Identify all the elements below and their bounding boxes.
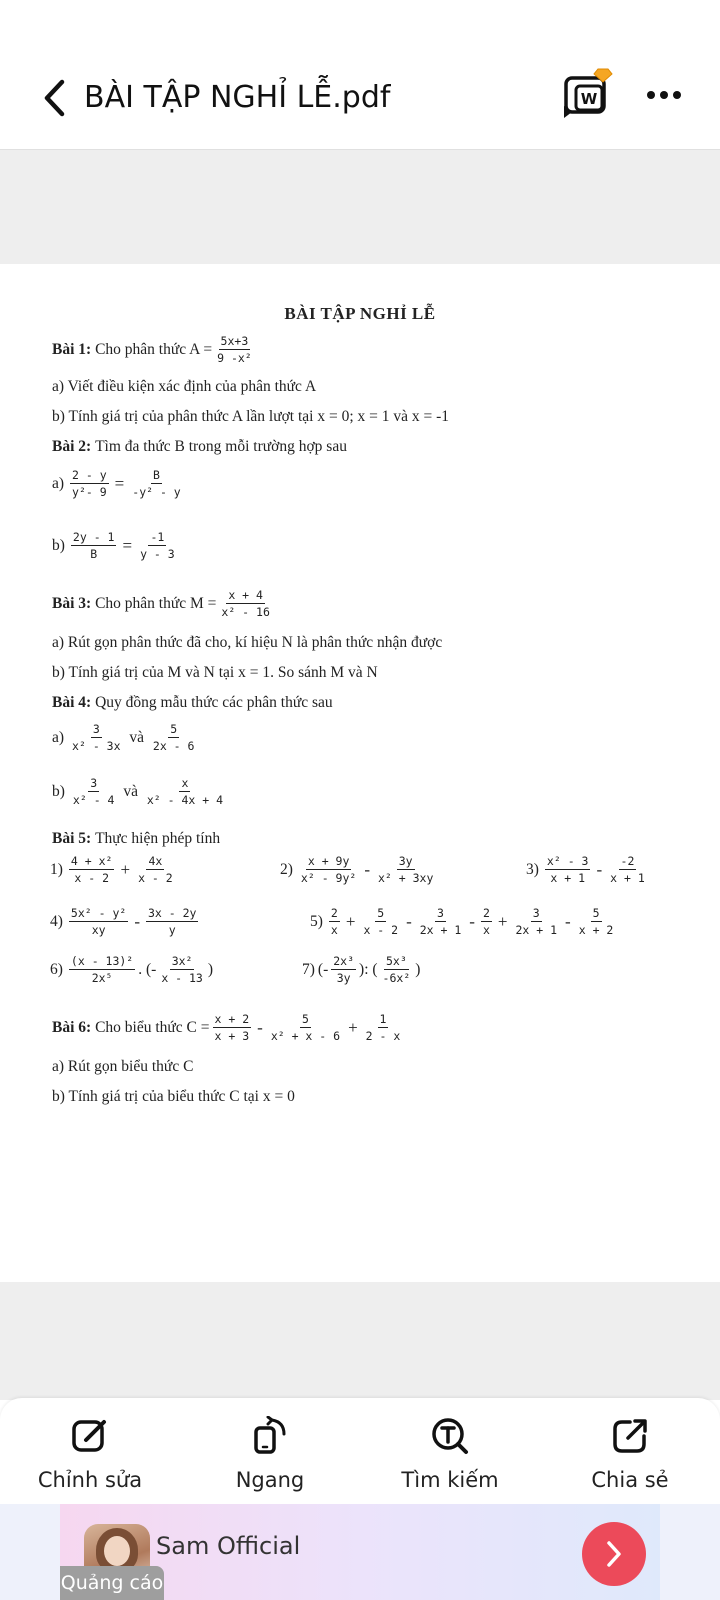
pdf-page[interactable]: [0, 264, 720, 1282]
exercise-4-header: Bài 4: Quy đồng mẫu thức các phân thức sau: [52, 694, 333, 711]
chevron-left-icon: [42, 79, 66, 117]
more-horizontal-icon: [646, 90, 682, 100]
exercise-3-a: a) Rút gọn phân thức đã cho, kí hiệu N là phân thức nhận được: [52, 634, 443, 651]
exercise-2-b: b) $\frac{2y - 1}{B}$ = $\frac{-1}{y - 3}$: [52, 530, 175, 561]
text-search-icon: [430, 1416, 470, 1456]
exercise-5-item-1: 1) $\frac{\text{4 + x²}}{x - 2}$ + $\frac{4x}{x - 2}$: [50, 854, 173, 885]
doc-heading: BÀI TẬP NGHỈ LỄ: [284, 304, 436, 323]
rotate-icon: [250, 1416, 290, 1456]
exercise-3-header: Bài 3: Cho phân thức M = $\frac{x + 4}{\text{x² - 16}}$: [52, 588, 270, 619]
convert-to-word-button[interactable]: [564, 66, 614, 120]
share-icon: [610, 1416, 650, 1456]
exercise-4-a: a) $\frac{3}{\text{x² - 3x}}$ và $\frac{5}{2x - 6}$: [52, 722, 195, 753]
fraction: $\frac{5x+3}{\text{9 -x²}}$: [217, 334, 252, 365]
exercise-4-b: b) $\frac{3}{\text{x² - 4}}$ và $\frac{x}{\text{x² - 4x + 4}}$: [52, 776, 224, 807]
exercise-2-a: a) $\frac{2 - y}{\text{y²- 9}}$ = $\frac{B}{\text{-y² - y}}$: [52, 468, 181, 499]
exercise-5-item-5: 5) $\frac{2}{x}$ + $\frac{5}{x - 2}$ - $\frac{3}{2x + 1}$ - $\frac{2}{x}$ + $\frac{3}{2x + 1}$ - $\frac{5}{x + 2}$: [310, 906, 614, 937]
exercise-5-item-2: 2) $\frac{x + 9y}{\text{x² - 9y²}}$ - $\frac{3y}{\text{x² + 3xy}}$: [280, 854, 434, 885]
landscape-button[interactable]: Ngang: [180, 1398, 360, 1504]
ad-advertiser-name: Sam Official: [156, 1532, 301, 1560]
document-title: BÀI TẬP NGHỈ LỄ.pdf: [84, 80, 391, 115]
svg-text:W: W: [580, 90, 598, 108]
back-button[interactable]: [36, 76, 72, 120]
word-convert-icon: [564, 66, 614, 120]
exercise-6-a: a) Rút gọn biểu thức C: [52, 1058, 194, 1075]
search-button[interactable]: Tìm kiếm: [360, 1398, 540, 1504]
ad-label: Quảng cáo: [60, 1566, 164, 1600]
edit-icon: [70, 1416, 110, 1456]
exercise-1-a: a) Viết điều kiện xác định của phân thức A: [52, 378, 317, 395]
exercise-3-b: b) Tính giá trị của M và N tại x = 1. So sánh M và N: [52, 664, 378, 681]
exercise-5-item-3: 3) $\frac{\text{x² - 3}}{x + 1}$ - $\frac{-2}{x + 1}$: [526, 854, 645, 885]
exercise-1-header: Bài 1: Cho phân thức A = $\frac{5x+3}{\text{9 -x²}}$: [52, 334, 252, 365]
exercise-6-header: Bài 6: Cho biểu thức C = $\frac{x + 2}{x + 3}$ - $\frac{5}{\text{x² + x - 6}}$ + $\frac{1}{2 - x}$: [52, 1012, 401, 1043]
exercise-5-item-7: 7) (- $\frac{\text{2x³}}{3y}$ ): ( $\frac{\text{5x³}}{\text{-6x²}}$ ): [302, 954, 421, 985]
exercise-6-b: b) Tính giá trị của biểu thức C tại x = 0: [52, 1088, 295, 1105]
exercise-2-header: Bài 2: Tìm đa thức B trong mỗi trường hợp sau: [52, 438, 347, 455]
exercise-5-header: Bài 5: Thực hiện phép tính: [52, 830, 221, 847]
exercise-5-item-4: 4) $\frac{\text{5x² - y²}}{xy}$ - $\frac{3x - 2y}{y}$: [50, 906, 197, 937]
ad-open-button[interactable]: [582, 1522, 646, 1586]
edit-button[interactable]: Chỉnh sửa: [0, 1398, 180, 1504]
exercise-1-b: b) Tính giá trị của phân thức A lần lượt tại x = 0; x = 1 và x = -1: [52, 408, 450, 425]
app-header: [0, 0, 720, 150]
exercise-5-item-6: 6) $\frac{\text{(x - 13)²}}{\text{2x⁵}}$ . (- $\frac{\text{3x²}}{x - 13}$ ): [50, 954, 214, 985]
more-options-button[interactable]: [644, 80, 684, 110]
share-button[interactable]: Chia sẻ: [540, 1398, 720, 1504]
premium-diamond-icon: [594, 69, 612, 82]
bottom-toolbar: [0, 1398, 720, 1504]
chevron-right-icon: [604, 1539, 624, 1569]
